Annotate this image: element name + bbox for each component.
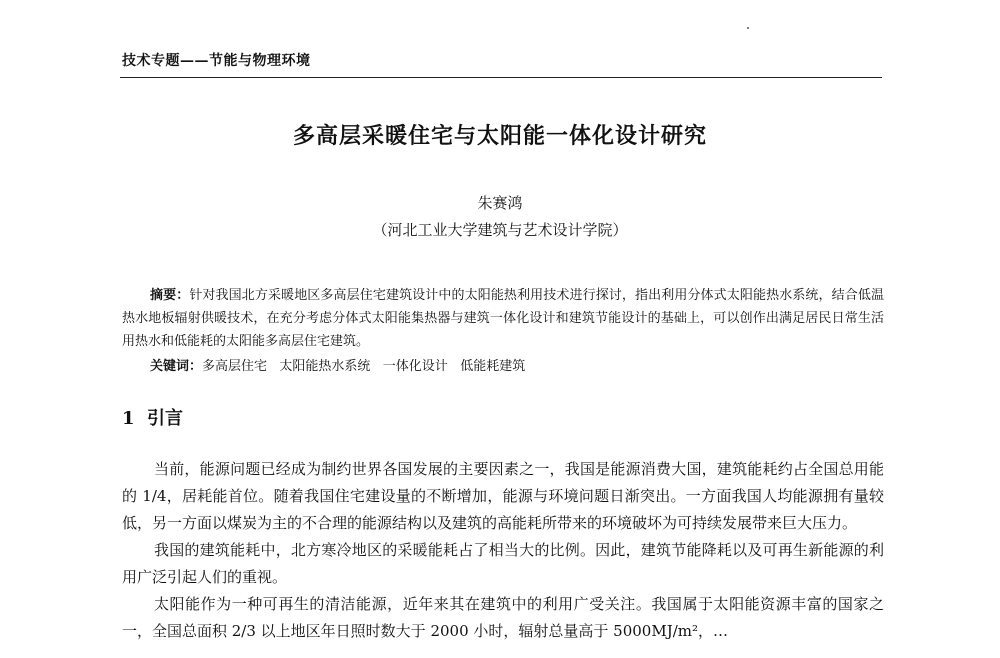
abstract <box>122 284 884 353</box>
article-title: 多高层采暖住宅与太阳能一体化设计研究 <box>292 123 707 149</box>
body-paragraph: 太阳能作为一种可再生的清洁能源，近年来其在建筑中的利用广受关注。我国属于太阳能资源丰富的国家之一，全国总面积 2/3 以上地区年日照时数大于 2000 小时，辐射总量高于 5000MJ/m²，… <box>122 595 884 640</box>
section-heading: 1 引言 <box>122 408 184 429</box>
header-rule <box>120 77 882 78</box>
body-paragraph: 我国的建筑能耗中，北方寒冷地区的采暖能耗占了相当大的比例。因此，建筑节能降耗以及可再生新能源的利用广泛引起人们的重视。 <box>122 541 884 586</box>
keywords-text: 多高层住宅 太阳能热水系统 一体化设计 低能耗建筑 <box>202 359 526 374</box>
body-text <box>122 456 884 645</box>
scan-speck <box>747 27 749 29</box>
abstract-text: 针对我国北方采暖地区多高层住宅建筑设计中的太阳能热利用技术进行探讨，指出利用分体式太阳能热水系统，结合低温热水地板辐射供暖技术，在充分考虑分体式太阳能集热器与建筑一体化设计和建筑节能设计的基础上，可以创作出满足居民日常生活用热水和低能耗的太阳能多高层住宅建筑。 <box>122 288 884 349</box>
abstract-label: 摘要： <box>150 288 190 303</box>
keywords-label: 关键词： <box>150 359 203 374</box>
body-paragraph: 当前，能源问题已经成为制约世界各国发展的主要因素之一，我国是能源消费大国，建筑能耗约占全国总用能的 1/4，居耗能首位。随着我国住宅建设量的不断增加，能源与环境问题日渐突出。一方面我国人均能源拥有量较低，另一方面以煤炭为主的不合理的能源结构以及建筑的高能耗所带来的环境破坏为可持续发展带来巨大压力。 <box>122 460 884 532</box>
keywords <box>150 355 525 378</box>
author-affiliation: （河北工业大学建筑与艺术设计学院） <box>372 221 628 239</box>
article-author: 朱赛鸿 <box>477 194 523 212</box>
running-head: 技术专题——节能与物理环境 <box>122 53 311 69</box>
